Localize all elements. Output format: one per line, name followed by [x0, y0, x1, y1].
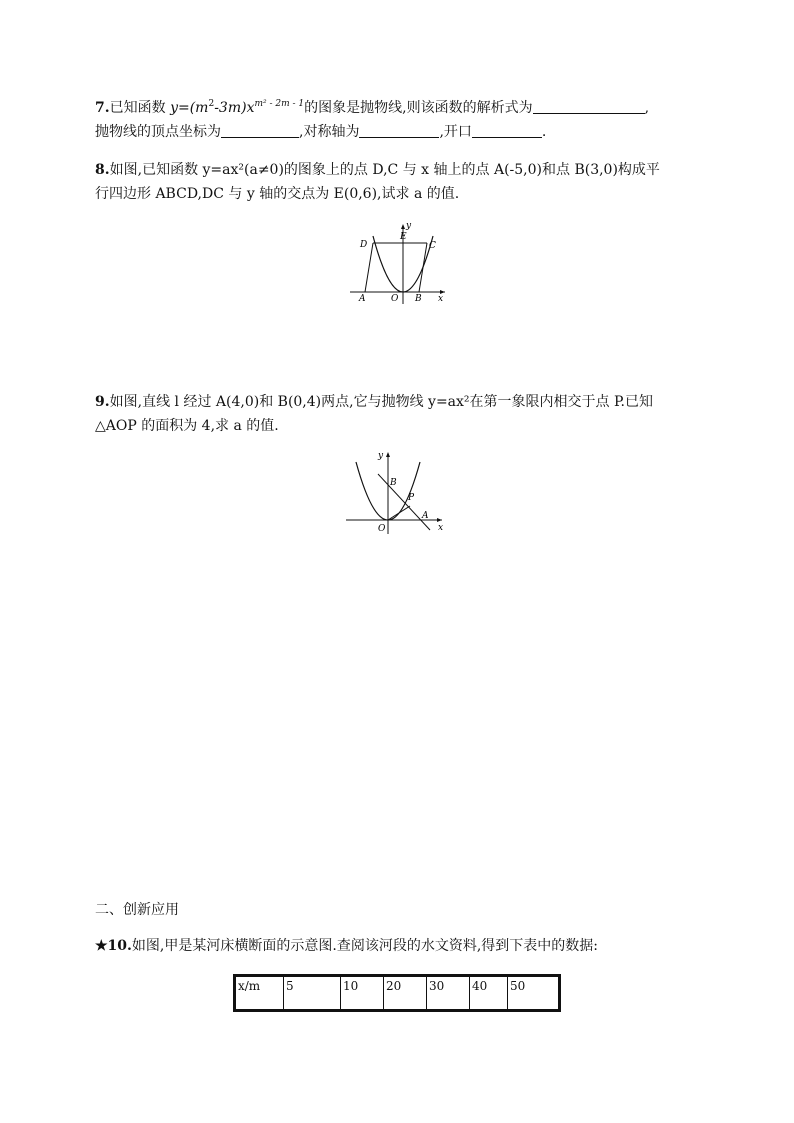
- q7-func-b: -3m)x: [214, 100, 255, 116]
- q8-figure: [345, 220, 455, 310]
- table-cell: 5: [284, 976, 341, 1011]
- q7-answer-blank-3[interactable]: [359, 123, 439, 138]
- table-row: [235, 976, 560, 1011]
- q7-func: y=(m: [170, 100, 209, 116]
- q7-answer-blank-2[interactable]: [221, 123, 299, 138]
- table-cell-header: x/m: [235, 976, 284, 1011]
- q10-number: ★10.: [95, 938, 132, 954]
- q7-comma: ,: [644, 100, 650, 116]
- q9-line2: [95, 416, 279, 436]
- q9-x-arrow-icon: [437, 518, 442, 522]
- q8-line2: [95, 184, 459, 204]
- q7-answer-blank-1[interactable]: [533, 99, 645, 114]
- q9-label-a: A: [422, 511, 429, 521]
- q7-text-a: 已知函数: [109, 100, 171, 116]
- q8-label-x: x: [438, 294, 444, 304]
- q9-number: 9.: [95, 394, 110, 410]
- q7-text-c: 的图象是抛物线,则该函数的解析式为: [304, 100, 533, 116]
- q7-text-open: ,开口: [439, 124, 472, 140]
- q7-number: 7.: [95, 100, 110, 116]
- q7-period: .: [541, 124, 547, 140]
- table-cell: 10: [341, 976, 384, 1011]
- q8-segment-da: [365, 243, 373, 292]
- q7-text-vertex: 抛物线的顶点坐标为: [95, 124, 221, 140]
- q10-text: 如图,甲是某河床横断面的示意图.查阅该河段的水文资料,得到下表中的数据:: [131, 938, 598, 954]
- q8-y-arrow-icon: [401, 224, 405, 229]
- q8-text-2: 行四边形 ABCD,DC 与 y 轴的交点为 E(0,6),试求 a 的值.: [95, 186, 460, 202]
- q8-label-o: O: [391, 294, 399, 304]
- q8-label-b: B: [415, 294, 422, 304]
- q9-line1: [95, 392, 653, 412]
- q7-answer-blank-4[interactable]: [472, 123, 542, 138]
- q7-text-axis: ,对称轴为: [299, 124, 360, 140]
- table-cell: 30: [427, 976, 470, 1011]
- q10-data-table: [233, 974, 561, 1012]
- q8-number: 8.: [95, 162, 110, 178]
- q8-label-a: A: [359, 294, 366, 304]
- table-cell: 40: [470, 976, 508, 1011]
- q9-segment-op: [388, 506, 410, 520]
- q8-label-c: C: [429, 241, 436, 251]
- q9-label-o: O: [378, 524, 386, 534]
- q8-line1: [95, 160, 660, 180]
- q9-y-arrow-icon: [386, 452, 390, 457]
- q8-label-d: D: [360, 240, 368, 250]
- q8-label-e: E: [400, 232, 407, 242]
- q9-label-p: P: [408, 493, 415, 503]
- q9-figure: [342, 448, 452, 538]
- q9-line-l: [378, 474, 430, 530]
- q9-label-y: y: [378, 451, 384, 461]
- q7-square: 2: [208, 99, 215, 109]
- q8-text-1: 如图,已知函数 y=ax²(a≠0)的图象上的点 D,C 与 x 轴上的点 A(-5,0)和点 B(3,0)构成平: [109, 162, 660, 178]
- section-title: 二、创新应用: [95, 902, 179, 918]
- table-cell: 50: [508, 976, 560, 1011]
- q9-text-1: 如图,直线 l 经过 A(4,0)和 B(0,4)两点,它与抛物线 y=ax²在第一象限内相交于点 P.已知: [109, 394, 654, 410]
- q10-line: [95, 936, 598, 956]
- q9-text-2: △AOP 的面积为 4,求 a 的值.: [95, 418, 279, 434]
- q9-label-b: B: [390, 478, 397, 488]
- q7-exponent: m² - 2m - 1: [254, 99, 305, 109]
- q7-line2: [95, 122, 546, 142]
- q8-label-y: y: [406, 221, 412, 231]
- table-cell: 20: [384, 976, 427, 1011]
- q8-segment-cb: [419, 243, 427, 292]
- q9-label-x: x: [438, 523, 444, 533]
- q7-line1: [95, 98, 649, 118]
